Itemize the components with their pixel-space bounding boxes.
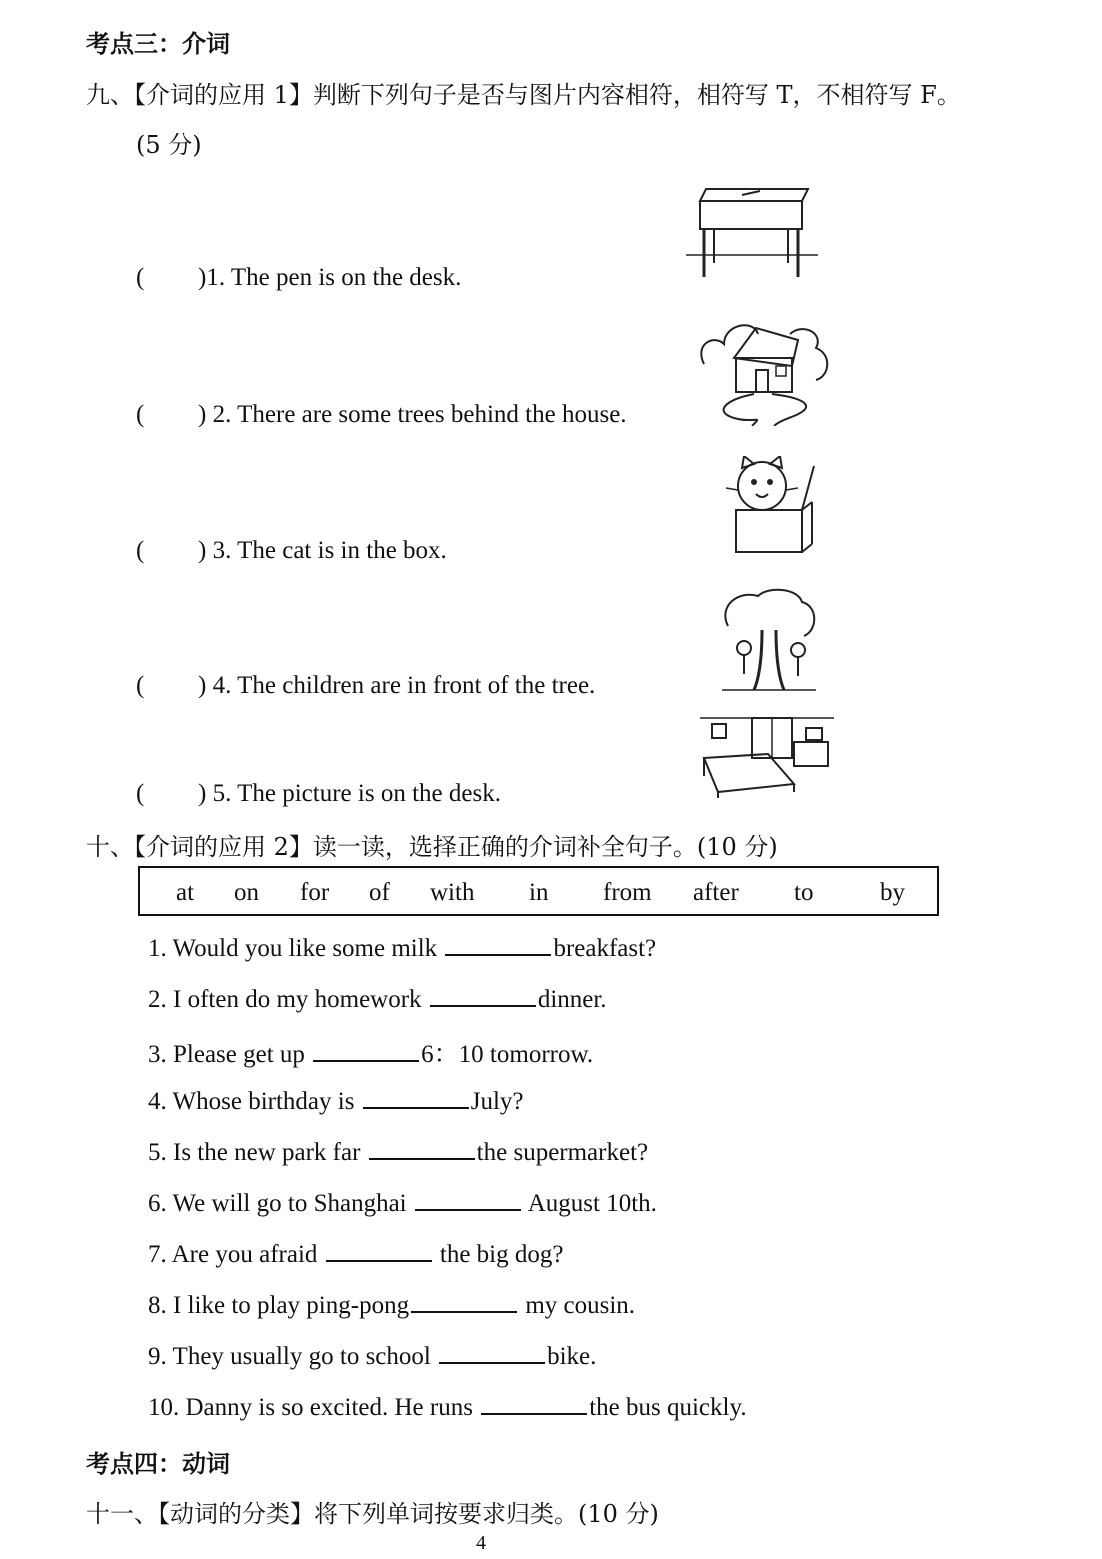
answer-blank[interactable]: [313, 1038, 419, 1062]
q9-item-text: ) 5. The picture is on the desk.: [198, 780, 501, 807]
house-trees-illustration: [694, 314, 834, 426]
sentence-pre: 5. Is the new park far: [148, 1139, 361, 1166]
answer-blank[interactable]: [411, 1289, 517, 1313]
section4-heading: 考点四：动词: [86, 1450, 230, 1478]
word-bank-item: after: [693, 879, 739, 906]
sentence-pre: 3. Please get up: [148, 1041, 305, 1068]
sentence-pre: 6. We will go to Shanghai: [148, 1190, 407, 1217]
q9-item-1: [136, 264, 461, 292]
word-bank-item: with: [430, 879, 475, 906]
sentence-post: July?: [470, 1088, 524, 1115]
q9-score: (5 分): [136, 131, 202, 159]
answer-blank[interactable]: [439, 1340, 545, 1364]
sentence-pre: 9. They usually go to school: [148, 1343, 431, 1370]
tree-children-illustration: [718, 586, 820, 694]
q9-item-text: )1. The pen is on the desk.: [198, 264, 462, 291]
bedroom-illustration: [698, 714, 836, 800]
q9-item-5: [136, 780, 501, 808]
sentence-post: bike.: [547, 1343, 597, 1370]
sentence-pre: 2. I often do my homework: [148, 986, 422, 1013]
q10-sentence-9: [148, 1340, 596, 1371]
answer-blank[interactable]: [430, 983, 536, 1007]
q9-title: 九、【介词的应用 1】判断下列句子是否与图片内容相符，相符写 T，不相符写 F。: [86, 81, 961, 109]
answer-paren[interactable]: (: [136, 537, 145, 564]
section3-heading: 考点三：介词: [86, 30, 230, 58]
word-bank: [138, 866, 939, 916]
sentence-pre: 10. Danny is so excited. He runs: [148, 1394, 473, 1421]
q9-item-text: ) 2. There are some trees behind the house.: [198, 401, 627, 428]
q10-sentence-5: [148, 1136, 648, 1167]
q10-sentence-1: [148, 932, 656, 963]
word-bank-item: for: [300, 879, 330, 906]
word-bank-item: from: [603, 879, 652, 906]
q9-item-4: [136, 672, 595, 700]
q10-sentence-3: [148, 1034, 593, 1070]
sentence-pre: 7. Are you afraid: [148, 1241, 318, 1268]
q10-title: 十、【介词的应用 2】读一读，选择正确的介词补全句子。(10 分): [86, 833, 778, 861]
sentence-post: the big dog?: [433, 1241, 564, 1268]
sentence-post: August 10th.: [522, 1190, 657, 1217]
word-bank-item: in: [529, 879, 549, 906]
q9-item-text: ) 4. The children are in front of the tree.: [198, 672, 596, 699]
q10-sentence-6: [148, 1187, 657, 1218]
sentence-post: 6：10 tomorrow.: [421, 1041, 594, 1068]
q9-item-2: [136, 401, 627, 429]
page-number: 4: [476, 1532, 486, 1554]
sentence-pre: 4. Whose birthday is: [148, 1088, 355, 1115]
word-bank-item: by: [880, 879, 905, 906]
q10-sentence-8: [148, 1289, 635, 1320]
answer-blank[interactable]: [445, 932, 551, 956]
answer-blank[interactable]: [326, 1238, 432, 1262]
cat-box-illustration: [722, 456, 818, 556]
answer-paren[interactable]: (: [136, 672, 145, 699]
desk-pen-illustration: [684, 183, 820, 281]
q10-sentence-7: [148, 1238, 563, 1269]
answer-blank[interactable]: [363, 1085, 469, 1109]
answer-blank[interactable]: [369, 1136, 475, 1160]
q9-item-text: ) 3. The cat is in the box.: [198, 537, 447, 564]
sentence-post: the bus quickly.: [589, 1394, 747, 1421]
q10-sentence-2: [148, 983, 607, 1014]
word-bank-item: of: [369, 879, 390, 906]
sentence-post: the supermarket?: [476, 1139, 649, 1166]
answer-blank[interactable]: [481, 1391, 587, 1415]
sentence-pre: 1. Would you like some milk: [148, 935, 438, 962]
word-bank-item: at: [176, 879, 195, 906]
answer-blank[interactable]: [415, 1187, 521, 1211]
q11-title: 十一、【动词的分类】将下列单词按要求归类。(10 分): [86, 1500, 659, 1528]
sentence-post: breakfast?: [553, 935, 657, 962]
q10-sentence-4: [148, 1085, 524, 1116]
word-bank-item: on: [234, 879, 259, 906]
answer-paren[interactable]: (: [136, 401, 145, 428]
word-bank-item: to: [794, 879, 814, 906]
answer-paren[interactable]: (: [136, 780, 145, 807]
answer-paren[interactable]: (: [136, 264, 145, 291]
q10-sentence-10: [148, 1391, 747, 1422]
sentence-pre: 8. I like to play ping-pong: [148, 1292, 410, 1319]
sentence-post: dinner.: [537, 986, 607, 1013]
q9-item-3: [136, 537, 447, 565]
sentence-post: my cousin.: [519, 1292, 636, 1319]
